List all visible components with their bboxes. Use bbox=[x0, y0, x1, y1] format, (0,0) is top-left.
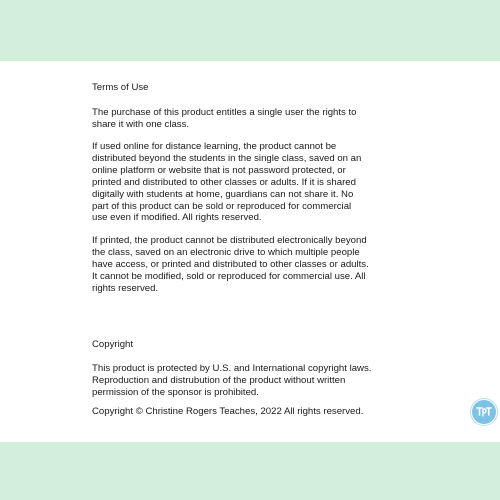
terms-title: Terms of Use bbox=[92, 82, 149, 93]
tpt-logo-glyph bbox=[476, 406, 492, 418]
top-band bbox=[0, 0, 500, 61]
bottom-band bbox=[0, 442, 500, 500]
terms-paragraph-1: The purchase of this product entitles a single user the rights to share it with one class. bbox=[92, 107, 357, 130]
terms-paragraph-3: If printed, the product cannot be distributed electronically beyond the class, saved on an electronic drive to which multiple people have access, or printed and distributed to other classes or adults. It cannot be modified, sold or reproduced for commercial use. All rights reserved. bbox=[92, 235, 369, 294]
copyright-line: Copyright © Christine Rogers Teaches, 2022 All rights reserved. bbox=[92, 406, 364, 417]
tpt-logo-icon[interactable] bbox=[471, 399, 497, 425]
copyright-body: This product is protected by U.S. and International copyright laws. Reproduction and distrubution of the product without written permission of the sponsor is prohibited. bbox=[92, 363, 372, 398]
copyright-title: Copyright bbox=[92, 339, 134, 350]
terms-paragraph-2: If used online for distance learning, the product cannot be distributed beyond the students in the single class, saved on an online platform or website that is not password protected, or printed and distributed to other classes or adults. If it is shared digitally with students at home, guardians can not share it. No part of this product can be sold or reproduced for commercial use even if modified. All rights reserved. bbox=[92, 141, 362, 224]
